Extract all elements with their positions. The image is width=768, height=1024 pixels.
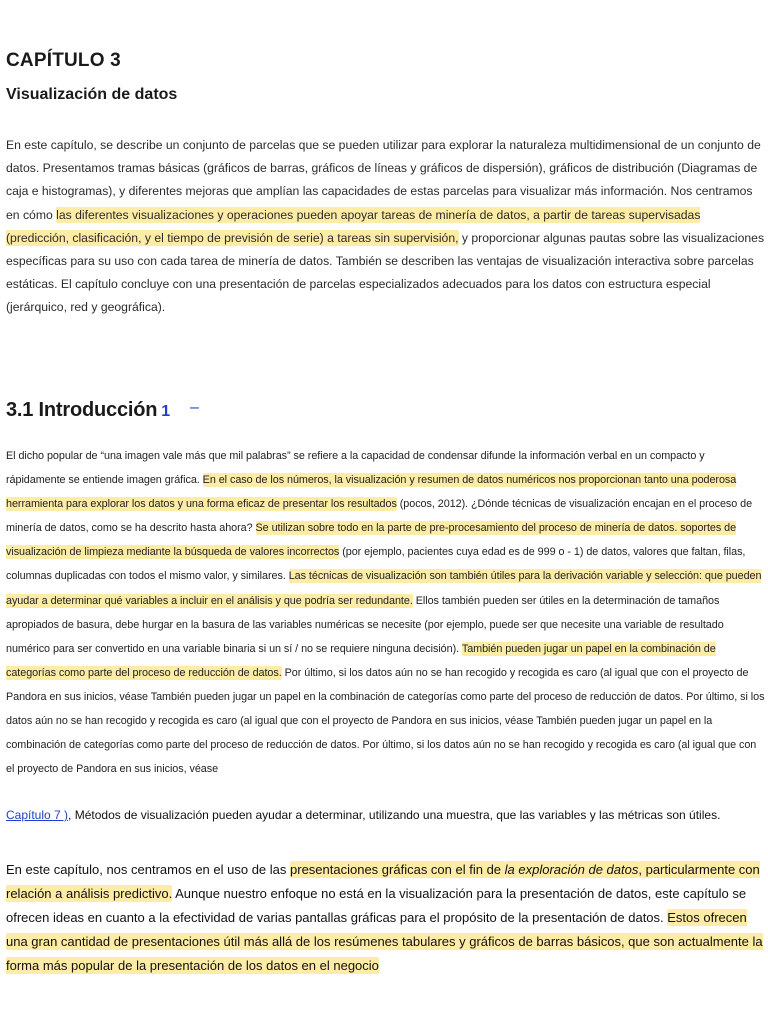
chapter-label: CAPÍTULO 3: [6, 50, 121, 71]
footnote-link[interactable]: 1: [161, 403, 170, 420]
focus-text-2: Aunque nuestro enfoque no está en la visualización para la presentación de datos, este capítulo se ofrecen ideas en cuanto a la efectividad de varias pantallas gráficas para el propósito de la presentación de datos.: [6, 886, 747, 925]
focus-highlight-1b: la exploración de datos: [504, 862, 639, 877]
chapter-7-link[interactable]: Capítulo 7 ): [6, 808, 69, 822]
section-text-3: (por ejemplo, pacientes cuya edad es de 999 o - 1) de datos, valores que faltan, filas, columnas duplicadas con todos el mismo valor, y similares.: [6, 546, 746, 583]
intro-text-1: En este capítulo, se describe un conjunto de parcelas que se pueden utilizar para explorar la naturaleza multidimensional de un conjunto de datos. Presentamos tramas básicas (gráficos de barras, gráficos de líneas y gráficos de dispersión), gráficos de distribución (Diagramas de caja e histogramas), y diferentes mejoras que amplían las capacidades de estas parcelas para visualizar más información. Nos centramos en cómo: [6, 138, 761, 222]
focus-highlight-1a: presentaciones gráficas con el fin de: [290, 862, 505, 877]
section-text-1: El dicho popular de “una imagen vale más que mil palabras” se refiere a la capacidad de condensar difunde la información verbal en un compacto y rápidamente se entiende imagen gráfica.: [6, 450, 705, 487]
section-heading-text: 3.1 Introducción: [6, 399, 158, 421]
continuation-paragraph: [6, 804, 766, 827]
section-heading: [6, 399, 199, 422]
intro-highlight: las diferentes visualizaciones y operaciones pueden apoyar tareas de minería de datos, a partir de tareas supervisadas (predicción, clasificación, y el tiempo de previsión de serie) a tareas sin supervisión,: [6, 207, 701, 245]
section-paragraph: [6, 444, 766, 781]
heading-dash: –: [189, 399, 199, 416]
intro-text-2: y proporcionar algunas pautas sobre las visualizaciones específicas para su uso con cada tarea de minería de datos. También se describen las ventajas de visualización interactiva sobre parcelas estáticas. El capítulo concluye con una presentación de parcelas especializados adecuados para los datos con estructura especial (jerárquico, red y geográfica).: [6, 230, 765, 315]
section-highlight-1: En el caso de los números, la visualización y resumen de datos numéricos nos proporcionan tanto una poderosa herramienta para explorar los datos y una forma eficaz de presentar los resultados: [6, 474, 737, 511]
focus-highlight-1c: , particularmente con relación a análisis predictivo.: [6, 862, 760, 901]
section-highlight-3: Las técnicas de visualización son también útiles para la derivación variable y selección: que pueden ayudar a determinar qué variables a incluir en el análisis y que podría ser redundante.: [6, 570, 762, 607]
intro-paragraph: [6, 134, 766, 320]
focus-paragraph: [6, 858, 766, 978]
section-text-2: (pocos, 2012). ¿Dónde técnicas de visualización encajan en el proceso de minería de datos, como se ha descrito hasta ahora?: [6, 498, 753, 535]
focus-highlight-2: Estos ofrecen una gran cantidad de presentaciones útil más allá de los resúmenes tabulares y gráficos de barras básicos, que son actualmente la forma más popular de la presentación de los datos en el negocio: [6, 910, 763, 973]
section-highlight-4: También pueden jugar un papel en la combinación de categorías como parte del proceso de reducción de datos.: [6, 642, 716, 679]
section-text-5: Por último, si los datos aún no se han recogido y recogida es caro (al igual que con el proyecto de Pandora en sus inicios, véase También pueden jugar un papel en la combinación de categorías como parte del proceso de reducción de datos. Por último, si los datos aún no se han recogido y recogida es caro (al igual que con el proyecto de Pandora en sus inicios, véase También pueden jugar un papel en la combinación de categorías como parte del proceso de reducción de datos. Por último, si los datos aún no se han recogido y recogida es caro (al igual que con el proyecto de Pandora en sus inicios, véase: [6, 666, 765, 776]
chapter-title: Visualización de datos: [6, 86, 178, 103]
section-text-4: Ellos también pueden ser útiles en la determinación de tamaños apropiados de basura, debe hurgar en la basura de las variables numéricas se necesite (por ejemplo, puede ser que necesite una variable de resultado numérico para ser convertido en una variable binaria si un sí / no se requiere ninguna decisión).: [6, 594, 724, 655]
continuation-text: , Métodos de visualización pueden ayudar a determinar, utilizando una muestra, que las variables y las métricas son útiles.: [68, 808, 721, 822]
focus-text-1: En este capítulo, nos centramos en el uso de las: [6, 862, 291, 877]
section-highlight-2: Se utilizan sobre todo en la parte de pre-procesamiento del proceso de minería de datos. soportes de visualización de limpieza mediante la búsqueda de valores incorrectos: [6, 522, 737, 559]
